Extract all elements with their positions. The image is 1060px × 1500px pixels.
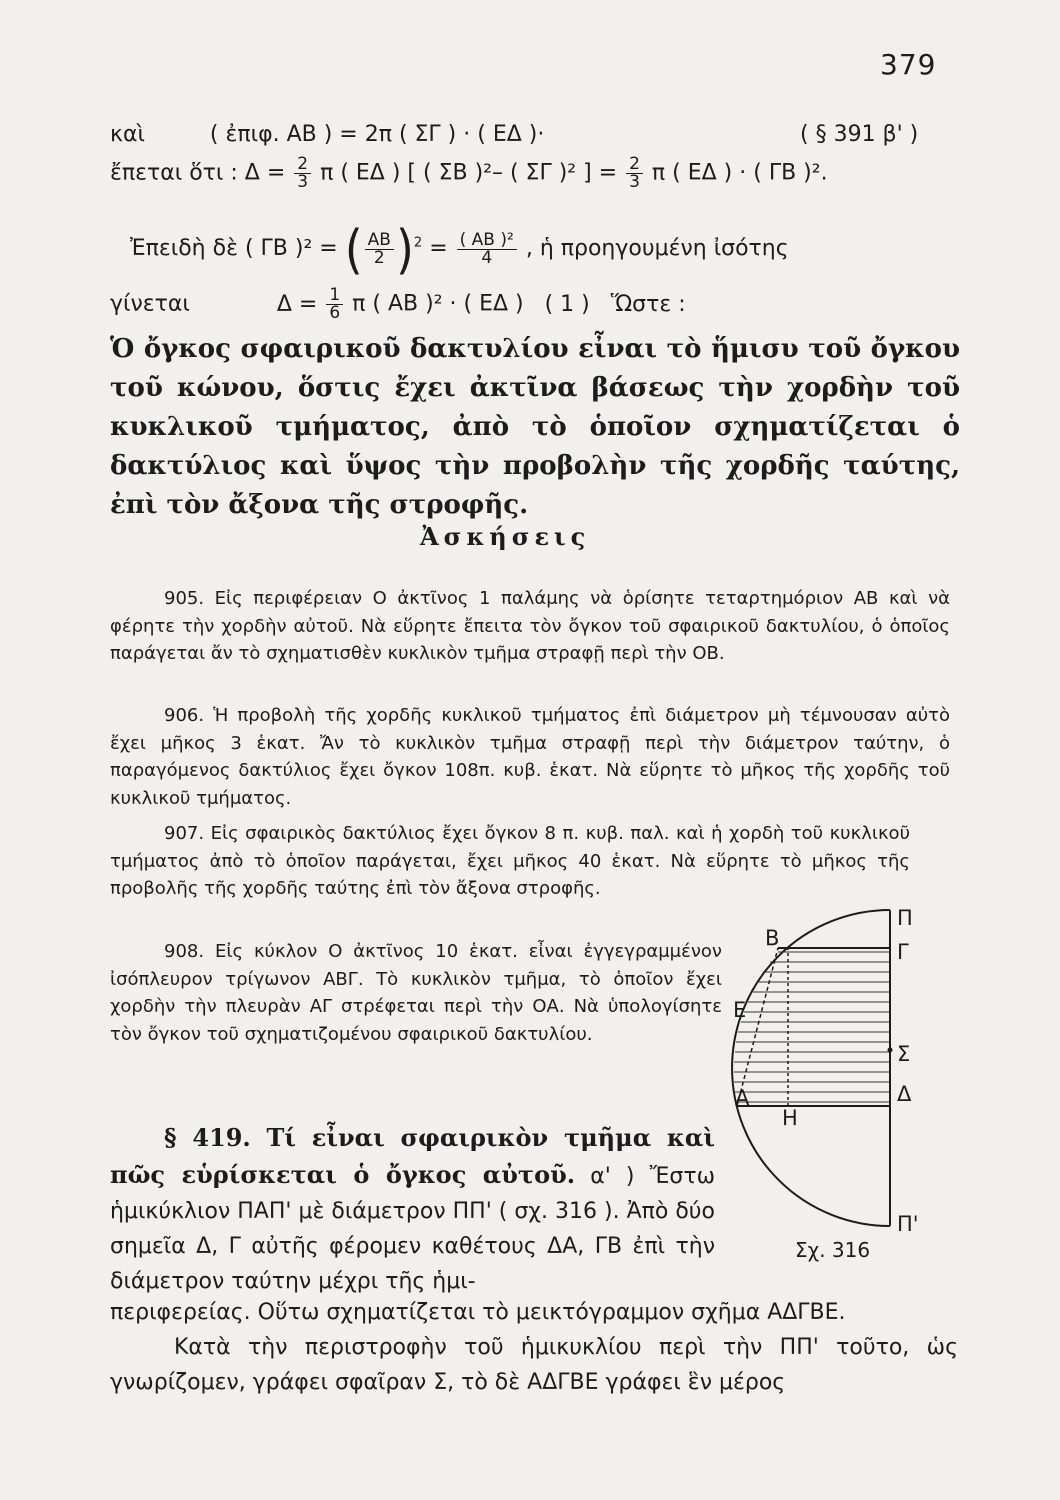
- theorem-statement: Ὁ ὄγκος σφαιρικοῦ δακτυλίου εἶναι τὸ ἥμισυ τοῦ ὄγκου τοῦ κώνου, ὅστις ἔχει ἀκτῖνα βάσεως τὴν χορδὴν τοῦ κυκλικοῦ τμήματος, ἀπὸ τὸ ὁποῖον σχηματίζεται ὁ δακτύλιος καὶ ὕψος τὴν προβολὴν τῆς χορδῆς ταύτης, ἐπὶ τὸν ἄξονα τῆς στροφῆς.: [110, 334, 960, 520]
- exercise-906-text: 906. Ἡ προβολὴ τῆς χορδῆς κυκλικοῦ τμήματος ἐπὶ διάμετρον μὴ τέμνουσαν αὐτὸ ἔχει μῆκος 3 ἑκατ. Ἄν τὸ κυκλικὸν τμῆμα στραφῇ περὶ τὴν διάμετρον ταύτην, ὁ παραγόμενος δακτύλιος ἔχει ὄγκον 108π. κυβ. ἑκατ. Νὰ εὕρητε τὸ μῆκος τῆς χορδῆς τοῦ κυκλικοῦ τμήματος.: [110, 705, 950, 809]
- eq3-lead: Ἐπειδὴ δὲ ( ΓΒ )² =: [130, 236, 338, 261]
- eq1-lead: καὶ: [110, 122, 145, 147]
- label-G: Γ: [897, 940, 909, 964]
- exercise-906: [110, 702, 950, 812]
- section-heading: § 419. Τί εἶναι σφαιρικὸν τμῆμα καὶ πῶς εὑρίσκεται ὁ ὄγκος αὐτοῦ.: [110, 1123, 715, 1189]
- eq3-fraction-2: [457, 229, 517, 268]
- equation-line-1: [110, 122, 544, 147]
- eq4-lead: γίνεται: [110, 291, 190, 317]
- center-point: [888, 1048, 893, 1053]
- eq4-denominator: 6: [329, 303, 341, 323]
- eq3-numerator: ΑΒ: [365, 232, 394, 250]
- equation-line-3: Ἐπειδὴ δὲ ( ΓΒ )² = ( $\frac{AB}{2}$ )$^2$ = $\frac{\text{( ΑΒ )²}}{4}$ , ἡ προηγουμένη ἰσότης: [130, 217, 789, 281]
- eq2-c: π ( ΕΔ ) · ( ΓΒ )².: [651, 160, 828, 186]
- eq4-b: π ( ΑΒ )² · ( ΕΔ ): [352, 291, 524, 317]
- eq1-body: ( ἐπιφ. AB ) = 2π ( ΣΓ ) · ( ΕΔ )·: [209, 122, 545, 147]
- label-S: Σ: [897, 1042, 911, 1066]
- eq3-numerator-2: ( ΑΒ )²: [457, 232, 517, 250]
- equation-line-2: [110, 156, 828, 191]
- exercise-908-text: 908. Εἰς κύκλον Ο ἀκτῖνος 10 ἑκατ. εἶναι ἐγγεγραμμένον ἰσόπλευρον τρίγωνον ΑΒΓ. Τὸ κυκλικὸν τμῆμα, τὸ ὁποῖον ἔχει χορδὴν τὴν πλευρὰν ΑΓ στρέφεται περὶ τὴν ΟΑ. Νὰ ὑπολογίσητε τὸν ὄγκον τοῦ σχηματιζομένου σφαιρικοῦ δακτυλίου.: [110, 941, 722, 1045]
- eq2-numerator-2: 2: [626, 156, 643, 174]
- eq4-a: Δ =: [276, 291, 318, 317]
- eq2-a: Δ =: [244, 160, 286, 186]
- eq3-fraction: [365, 229, 394, 268]
- eq4-numerator: 1: [326, 287, 343, 305]
- hatched-region: [734, 952, 890, 1102]
- eq2-denominator-2: 3: [629, 172, 640, 192]
- eq2-fraction-2: [626, 156, 643, 191]
- exercise-907-text: 907. Εἰς σφαιρικὸς δακτύλιος ἔχει ὄγκον 8 π. κυβ. παλ. καὶ ἡ χορδὴ τοῦ κυκλικοῦ τμήματος ἀπὸ τὸ ὁποῖον παράγεται, ἔχει μῆκος 40 ἑκατ. Νὰ εὕρητε τὸ μῆκος τῆς προβολῆς τῆς χορδῆς ταύτης ἐπὶ τὸν ἄξονα στροφῆς.: [110, 823, 910, 899]
- eq3-tail: , ἡ προηγουμένη ἰσότης: [525, 236, 789, 261]
- eq2-b: π ( ΕΔ ) [ ( ΣΒ )²– ( ΣΓ )² ] =: [320, 160, 618, 186]
- equation-line-4: [110, 287, 686, 322]
- eq2-denominator: 3: [297, 172, 309, 192]
- eq3-denominator-2: 4: [481, 247, 493, 268]
- eq4-label: ( 1 ): [544, 291, 590, 317]
- label-P-prime: Π': [897, 1212, 919, 1236]
- eq4-fraction: [326, 287, 343, 322]
- exercise-905: [110, 585, 950, 668]
- section-419: [110, 1120, 715, 1299]
- eq2-numerator: 2: [294, 156, 311, 174]
- eq2-fraction: [294, 156, 311, 191]
- section-line-3: [110, 1330, 958, 1400]
- label-P: Π: [897, 906, 913, 930]
- label-H: Η: [782, 1106, 798, 1130]
- section-text: α' ) Ἔστω ἡμικύκλιον ΠΑΠ' μὲ διάμετρον ΠΠ' ( σχ. 316 ). Ἀπὸ δύο σημεῖα Δ, Γ αὐτῆς φέρομεν καθέτους ΔΑ, ΓΒ ἐπὶ τὴν διάμετρον ταύτην μέχρι τῆς ἡμι-: [110, 1164, 716, 1294]
- semicircle-arc: [732, 910, 890, 1226]
- exercise-907: [110, 820, 910, 903]
- eq3-equals: =: [429, 236, 448, 261]
- figure-caption: Σχ. 316: [795, 1238, 871, 1262]
- exercises-title: Ἀσκήσεις: [420, 522, 591, 551]
- label-A: Α: [735, 1086, 750, 1110]
- eq2-lead: ἔπεται ὅτι :: [110, 160, 238, 186]
- exercise-908: [110, 938, 722, 1048]
- section-line-2: περιφερείας. Οὕτω σχηματίζεται τὸ μεικτόγραμμον σχῆμα ΑΔΓΒΕ.: [110, 1300, 846, 1325]
- eq4-tail: Ὥστε :: [610, 291, 686, 317]
- eq1-reference: ( § 391 β' ): [800, 122, 919, 147]
- exercise-905-text: 905. Εἰς περιφέρειαν Ο ἀκτῖνος 1 παλάμης νὰ ὁρίσητε τεταρτημόριον ΑΒ καὶ νὰ φέρητε τὴν χορδὴν αὐτοῦ. Νὰ εὕρητε ἔπειτα τὸν ὄγκον τοῦ σφαιρικοῦ δακτυλίου, ὁ ὁποῖος παράγεται ἄν τὸ σχηματισθὲν κυκλικὸν τμῆμα στραφῇ περὶ τὴν ΟΒ.: [110, 588, 950, 664]
- label-E: Ε: [733, 998, 747, 1022]
- eq3-exponent: 2: [413, 235, 423, 251]
- section-line-3-text: Κατὰ τὴν περιστροφὴν τοῦ ἡμικυκλίου περὶ τὴν ΠΠ' τοῦτο, ὡς γνωρίζομεν, γράφει σφαῖραν Σ, τὸ δὲ ΑΔΓΒΕ γράφει ἓν μέρος: [110, 1335, 958, 1395]
- label-D: Δ: [897, 1082, 912, 1106]
- page-number: 379: [880, 48, 937, 81]
- eq3-denominator: 2: [373, 247, 385, 268]
- figure-316: [720, 900, 950, 1240]
- label-B: Β: [765, 926, 780, 950]
